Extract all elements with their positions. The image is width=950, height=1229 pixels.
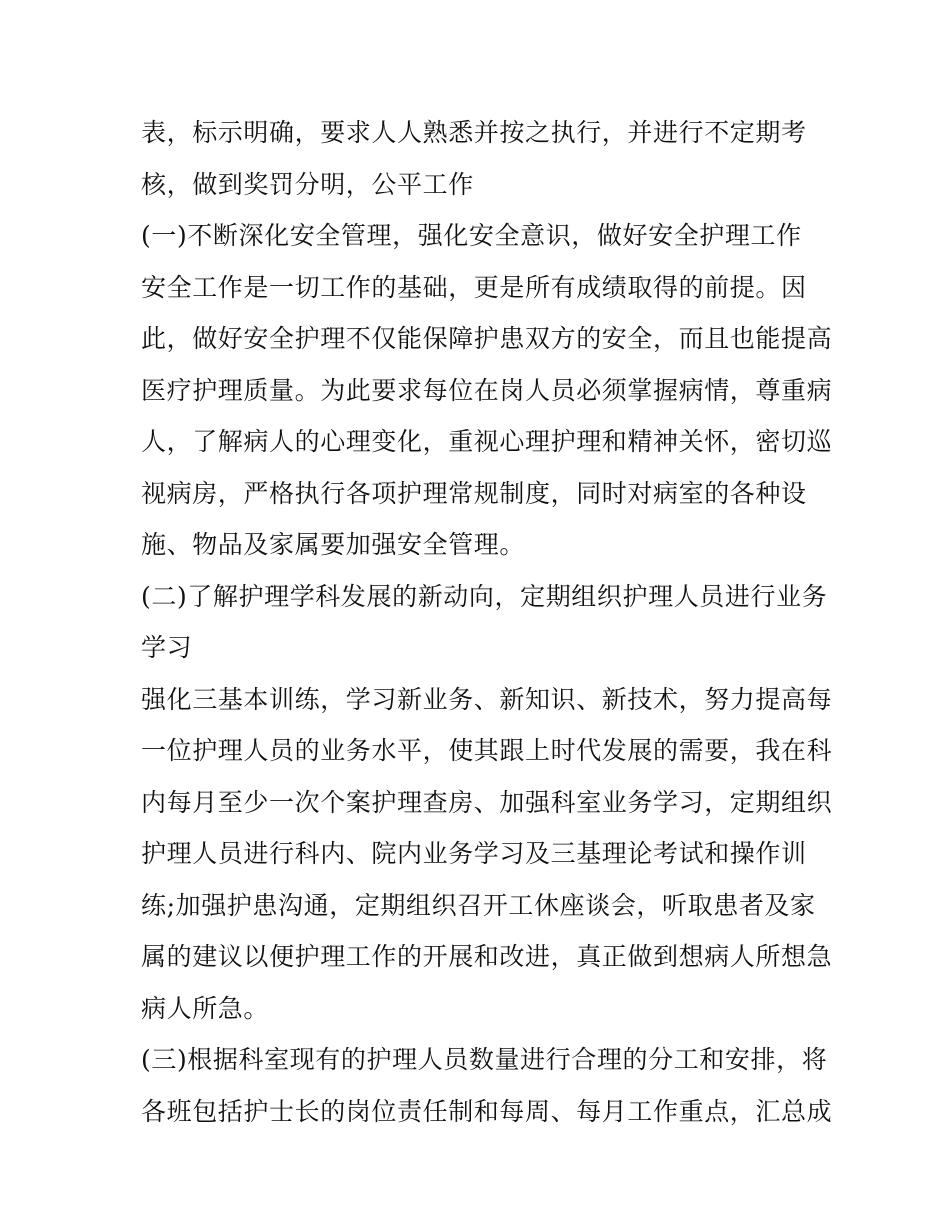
document-body	[141, 107, 833, 1137]
text-line: 此，做好安全护理不仅能保障护患双方的安全，而且也能提高	[141, 324, 833, 353]
text-line: 一位护理人员的业务水平，使其跟上时代发展的需要，我在科	[141, 736, 833, 765]
section-heading-2: (二)了解护理学科发展的新动向，定期组织护理人员进行业务	[141, 581, 828, 611]
text-line: 人，了解病人的心理变化，重视心理护理和精神关怀，密切巡	[141, 427, 833, 456]
text-line: 各班包括护士长的岗位责任制和每周、每月工作重点，汇总成	[141, 1096, 833, 1126]
section-heading-1: (一)不断深化安全管理，强化安全意识，做好安全护理工作	[141, 221, 802, 250]
section-heading-3: (三)根据科室现有的护理人员数量进行合理的分工和安排，将	[141, 1045, 828, 1074]
text-line: 病人所急。	[141, 993, 270, 1023]
text-line: 视病房，严格执行各项护理常规制度，同时对病室的各种设	[141, 478, 807, 508]
text-line: 施、物品及家属要加强安全管理。	[141, 530, 526, 559]
text-line: 核，做到奖罚分明，公平工作	[141, 169, 474, 199]
text-line: 练;加强护患沟通，定期组织召开工休座谈会，听取患者及家	[141, 890, 816, 920]
text-line: 表，标示明确，要求人人熟悉并按之执行，并进行不定期考	[141, 118, 807, 147]
text-line: 强化三基本训练，学习新业务、新知识、新技术，努力提高每	[141, 684, 833, 714]
text-line: 属的建议以便护理工作的开展和改进，真正做到想病人所想急	[141, 942, 833, 971]
section-heading-2-continued: 学习	[141, 633, 193, 662]
text-line: 护理人员进行科内、院内业务学习及三基理论考试和操作训	[141, 839, 807, 868]
text-line: 内每月至少一次个案护理查房、加强科室业务学习，定期组织	[141, 787, 833, 817]
text-line: 医疗护理质量。为此要求每位在岗人员必须掌握病情，尊重病	[141, 375, 833, 405]
text-line: 安全工作是一切工作的基础，更是所有成绩取得的前提。因	[141, 272, 807, 302]
